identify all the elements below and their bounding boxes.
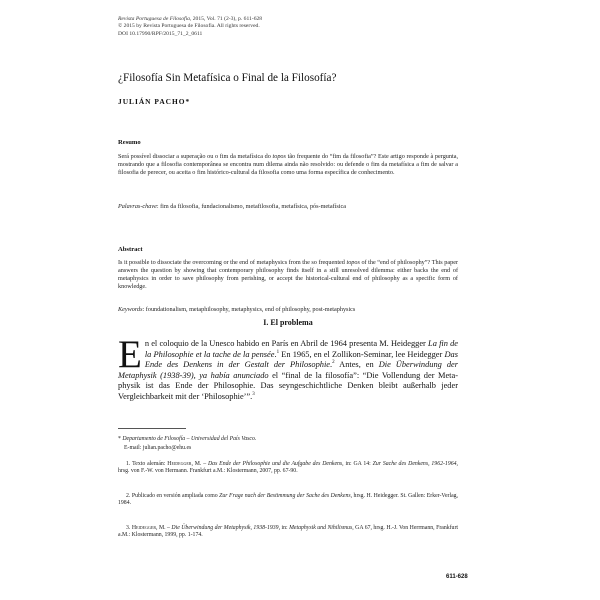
body-text-7: Antes, en [334,360,379,370]
body-text-5: Das Ende des Denkens in der Gestalt der Philosophie [144,349,458,370]
footnote-3-title: Die Überwindung der Metaphysik, 1938-1939 [171,525,279,531]
resumo-keywords [118,203,458,211]
author-affiliation [118,435,458,452]
abstract-keywords-list: : foundationalism, metaphilosophy, metaphysics, end of philosophy, post-metaphysics [142,306,356,313]
abstract-text-a: Is it possible to dissociate the overcoming or the end of metaphysics from the so frequented [118,259,347,266]
abstract-keywords [118,306,458,314]
resumo-keywords-label: Palavras-chave [118,203,157,210]
footnote-1-d: , hrsg. von F.-W. von Hermann. Frankfurt a.M.: Klostermann, 2007, pp. 67-90. [118,461,458,475]
journal-doi: DOI 10.17990/RPF/2015_71_2_0611 [118,30,203,37]
journal-volume: , 2015, Vol. 71 (2-3), p. 611-628 [189,16,263,22]
body-text-6: . [330,360,333,370]
affiliation-email[interactable]: E-mail: julian.pacho@ehu.es [124,444,192,451]
footnote-3-num: 3. [126,525,132,531]
resumo-keywords-list: : fim da filosofia, fundacionalismo, metafilosofia, metafísica, pós-metafísica [156,203,347,210]
journal-copyright: © 2015 by Revista Portuguesa de Filosofia. All rights reserved. [118,23,260,30]
footnote-2-title: Zur Frage nach der Bestimmung der Sache des Denkens [219,493,351,499]
journal-header [118,16,458,38]
body-text-2: La fin de la Philosophie et la tache de la pensée [144,339,459,359]
footnote-separator [118,428,186,429]
footnote-ref-1[interactable]: 1 [276,349,280,355]
body-text-9: el “final de la filosofía”: “Die Vollendung der Meta-physik ist das Ende der Philosophie. Das seyngeschichtliche Denken bleibt außerhalb jeder Vergleichbarkeit mit der ‘Philosophie’”. [118,370,458,401]
footnote-1-author: Heidegger [167,461,192,467]
footnote-ref-2[interactable]: 2 [332,360,335,366]
affiliation-line [118,435,458,444]
body-text-4: En 1965, en el Zollikon-Seminar, lee Heidegger [279,349,445,359]
affiliation-department: Departamento de Filosofía – Universidad del País Vasco [122,436,255,442]
footnote-3-author: Heidegger [131,525,157,531]
affiliation-dot: . [254,436,257,442]
footnote-2 [118,493,458,508]
footnote-1-a: Texto alemán: [132,461,168,467]
footnote-2-b: , hrsg. H. Heidegger. St. Gallen: Erker-Verlag, 1984. [118,493,458,507]
resumo-text-b: tão frequente do “fim da filosofia”? Este artigo responde à pergunta, mostrando que a filosofia contemporânea se encontra num dilema ainda não resolvido: ou defende o fim da metafísica a fim de salvar a filosofia de perecer, ou aceita o fim histórico-cultural da filosofia como uma forma específica de conhecimento. [118,153,458,176]
abstract-text-topos: topos [346,259,360,266]
section-body [118,333,459,403]
body-text-3: . [274,349,277,359]
resumo-text-a: Será possível dissociar a superação ou o fim da metafísica do [118,153,273,160]
affiliation-star: * [118,436,123,442]
footnote-3 [118,525,458,540]
footnote-ref-3[interactable]: 3 [252,392,255,398]
abstract-heading: Abstract [118,246,143,253]
footnote-3-c: , GA 67, hrsg. H.-J. Von Herrmann, Frankfurt a.M.: Klostermann, 1999, pp. 1-174. [118,525,458,539]
footnote-1-title: Das Ende der Philosophie und die Aufgabe des Denkens [207,461,343,467]
resumo-text-topos: topos [272,153,286,160]
body-text-8: Die Überwindung der Metaphysik (1938-39), ya había anunciado [118,360,458,380]
abstract-text-b: of the “end of philosophy”? This paper answers the question by showing that contemporary philosophy finds itself in a still unresolved dilemma: either backs the end of metaphysics in order to save philosophy from perishing, or accept the historical-cultural end of philosophy as a specific form of knowledge. [118,259,459,290]
abstract-body [118,259,458,291]
footnote-1-num: 1. [126,461,133,467]
footnote-2-a: Publicado en versión ampliada como [131,493,220,499]
drop-cap: E [118,333,142,376]
abstract-keywords-label: Keywords [118,306,143,313]
footnote-3-collection: Metaphysik und Nihilismus [289,525,353,531]
resumo-heading: Resumo [118,139,141,146]
journal-name: Revista Portuguesa de Filosofia [118,16,190,22]
footnote-2-num: 2. [126,493,132,499]
footnote-1-collection: Zur Sache des Denkens, 1962-1964 [372,461,457,467]
footnote-1-c: , in: GA 14: [342,461,373,467]
page-number: 611-628 [446,574,468,580]
article-author: JULIÁN PACHO* [118,97,191,106]
footnote-1 [118,461,458,476]
body-text-1: n el coloquio de la Unesco habido en París en Abril de 1964 presenta M. Heidegger [144,339,429,348]
resumo-body [118,153,458,177]
section-heading: I. El problema [263,318,313,327]
footnote-1-b: , M. – [191,461,208,467]
footnote-3-a: , M. – [156,525,172,531]
article-title: ¿Filosofía Sin Metafísica o Final de la Filosofía? [118,72,337,84]
footnote-3-b: , in: [278,525,290,531]
